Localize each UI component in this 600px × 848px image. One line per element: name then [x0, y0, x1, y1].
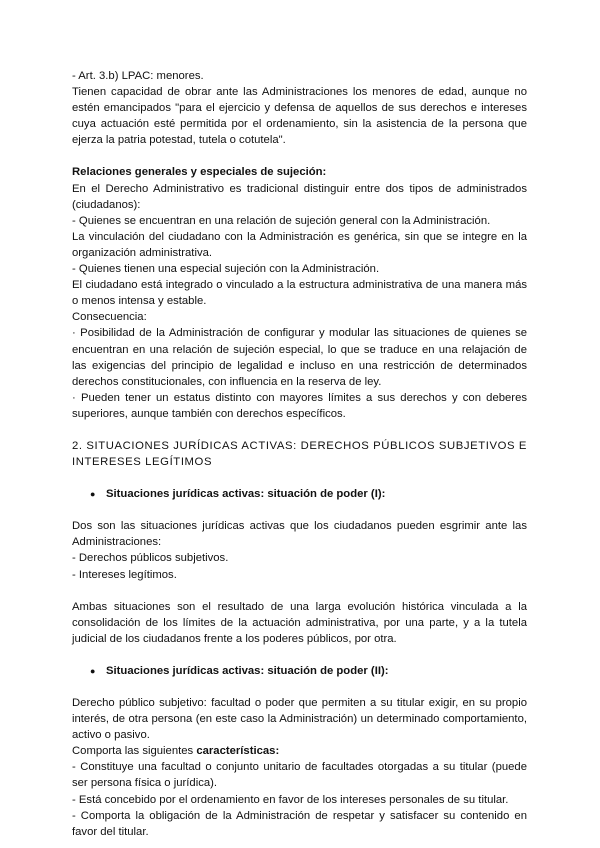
art-line: - Art. 3.b) LPAC: menores. [72, 70, 204, 82]
spacer [72, 148, 527, 164]
consecuencia-label: Consecuencia: [72, 311, 147, 324]
consecuencia-item-1: · Posibilidad de la Administración de configurar y modular las situaciones de quienes se encuentran en una relación de sujeción especial, lo que se traduce en una relajación de las exigencias del principio de legalidad e incluso en una restricción de determinados derechos constitucionales, con influencia en la reserva de ley. [72, 327, 527, 388]
ambas-paragraph: Ambas situaciones son el resultado de una larga evolución histórica vinculada a la consolidación de los límites de la actuación administrativa, por una parte, y a la tutela judicial de los ciudadanos frente a los poderes públicos, por otra. [72, 600, 527, 645]
derecho-publico-paragraph: Derecho público subjetivo: facultad o poder que permiten a su titular exigir, en su propio interés, de otra persona (en este caso la Administración) un determinado comportamiento, activo o pasivo. [72, 697, 527, 742]
bullet-icon: ● [90, 489, 96, 500]
bullet-heading-poder-1 [90, 486, 527, 502]
relaciones-item-general: - Quienes se encuentran en una relación de sujeción general con la Administración. [72, 214, 491, 227]
bullet-heading-text: Situaciones jurídicas activas: situación de poder (I): [106, 488, 386, 501]
spacer [72, 470, 527, 486]
relaciones-intro: En el Derecho Administrativo es tradicional distinguir entre dos tipos de administrados (ciudadanos): [72, 182, 527, 211]
spacer [72, 502, 527, 518]
art-paragraph: Tienen capacidad de obrar ante las Administraciones los menores de edad, aunque no estén emancipados "para el ejercicio y defensa de aquellos de sus derechos e intereses cuya actuación esté permitida por el ordenamiento, sin la asistencia de la persona que ejerza la patria potestad, tutela o cotutela". [72, 86, 527, 147]
situaciones-intro: Dos son las situaciones jurídicas activas que los ciudadanos pueden esgrimir ante las Administraciones: [72, 520, 527, 549]
section-2-title: 2. SITUACIONES JURÍDICAS ACTIVAS: DERECHOS PÚBLICOS SUBJETIVOS E INTERESES LEGÍTIMOS [72, 439, 528, 469]
caracteristica-item-3: - Comporta la obligación de la Administración de respetar y satisfacer su contenido en favor del titular. [72, 809, 527, 838]
bullet-heading-text: Situaciones jurídicas activas: situación de poder (II): [106, 664, 389, 677]
relaciones-item-especial: - Quienes tienen una especial sujeción con la Administración. [72, 263, 380, 276]
bullet-heading-poder-2 [90, 663, 527, 679]
relaciones-item-general-desc: La vinculación del ciudadano con la Administración es genérica, sin que se integre en la organización administrativa. [72, 230, 527, 259]
spacer [72, 422, 527, 438]
caracteristica-item-2: - Está concebido por el ordenamiento en favor de los intereses personales de su titular. [72, 793, 509, 806]
bullet-icon: ● [90, 665, 96, 676]
situaciones-item-2: - Intereses legítimos. [72, 568, 177, 581]
spacer [72, 583, 527, 599]
spacer [72, 647, 527, 663]
consecuencia-item-2: · Pueden tener un estatus distinto con mayores límites a sus derechos y con deberes superiores, aunque también con derechos específicos. [72, 391, 527, 420]
comporta-bold: características: [196, 745, 280, 758]
comporta-line [72, 743, 527, 759]
comporta-prefix: Comporta las siguientes [72, 745, 197, 758]
relaciones-item-especial-desc: El ciudadano está integrado o vinculado a la estructura administrativa de una manera más o menos intensa y estable. [72, 279, 527, 308]
situaciones-item-1: - Derechos públicos subjetivos. [72, 552, 229, 565]
relaciones-heading: Relaciones generales y especiales de sujeción: [72, 166, 327, 179]
spacer [72, 679, 527, 695]
document-page [72, 68, 527, 840]
caracteristica-item-1: - Constituye una facultad o conjunto unitario de facultades otorgadas a su titular (puede ser persona física o jurídica). [72, 761, 527, 790]
